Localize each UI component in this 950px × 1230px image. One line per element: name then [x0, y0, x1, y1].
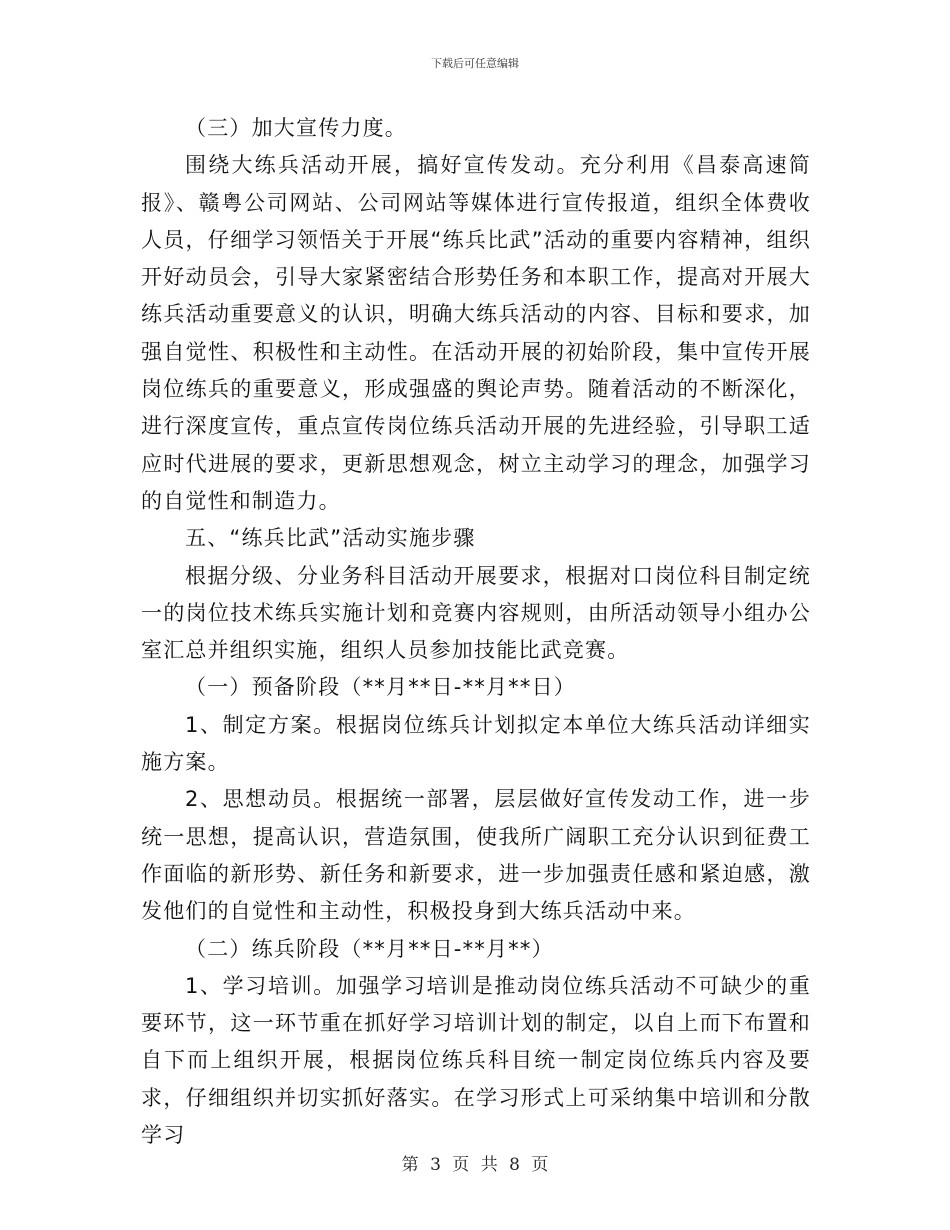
page-number-footer: 第 3 页 共 8 页 — [401, 1155, 549, 1175]
section-heading-publicity: （三）加大宣传力度。 — [185, 116, 407, 140]
section-heading-preparation: （一）预备阶段（**月**日-**月**日） — [185, 675, 576, 700]
paragraph-plan: 1、制定方案。根据岗位练兵计划拟定本单位大练兵活动详细实施方案。 — [141, 712, 811, 775]
paragraph-publicity: 围绕大练兵活动开展，搞好宣传发动。充分利用《昌泰高速简报》、赣粤公司网站、公司网站等媒体进行宣传报道，组织全体费收人员，仔细学习领悟关于开展“练兵比武”活动的重要内容精神，组织开好动员会，引导大家紧密结合形势任务和本职工作，提高对开展大练兵活动重要意义的认识，明确大练兵活动的内容、目标和要求，加强自觉性、积极性和主动性。在活动开展的初始阶段，集中宣传开展岗位练兵的重要意义，形成强盛的舆论声势。随着活动的不断深化，进行深度宣传，重点宣传岗位练兵活动开展的先进经验，引导职工适应时代进展的要求，更新思想观念，树立主动学习的理念，加强学习的自觉性和制造力。 — [141, 153, 811, 513]
paragraph-mobilization: 2、思想动员。根据统一部署，层层做好宣传发动工作，进一步统一思想，提高认识，营造氛围，使我所广阔职工充分认识到征费工作面临的新形势、新任务和新要求，进一步加强责任感和紧迫感，激发他们的自觉性和主动性，积极投身到大练兵活动中来。 — [141, 787, 811, 924]
section-heading-steps: 五、“练兵比武”活动实施步骤 — [185, 526, 476, 551]
paragraph-steps-intro: 根据分级、分业务科目活动开展要求，根据对口岗位科目制定统一的岗位技术练兵实施计划和竞赛内容规则，由所活动领导小组办公室汇总并组织实施，组织人员参加技能比武竞赛。 — [141, 563, 811, 663]
section-heading-training: （二）练兵阶段（**月**日-**月**） — [185, 936, 554, 961]
page-header-note: 下载后可任意编辑 — [431, 57, 519, 70]
document-body — [141, 110, 811, 1154]
paragraph-study-training: 1、学习培训。加强学习培训是推动岗位练兵活动不可缺少的重要环节，这一环节重在抓好学习培训计划的制定，以自上而下布置和自下而上组织开展，根据岗位练兵科目统一制定岗位练兵内容及要求，仔细组织并切实抓好落实。在学习形式上可采纳集中培训和分散学习 — [141, 973, 811, 1148]
